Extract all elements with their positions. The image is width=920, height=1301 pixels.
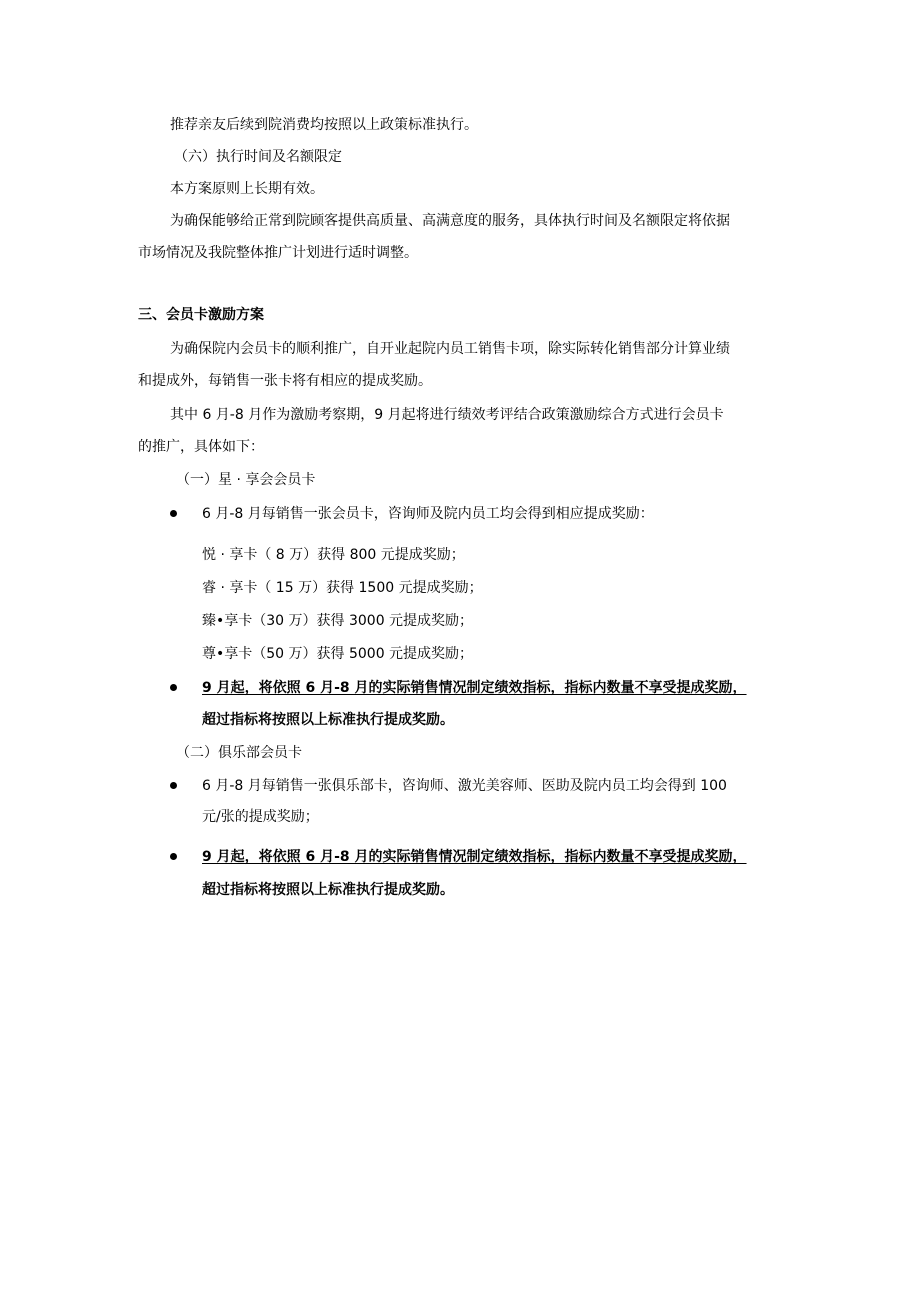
section-3-heading: 三、会员卡激励方案 <box>138 307 264 323</box>
bullet-icon <box>170 782 177 789</box>
policy-note: 推荐亲友后续到院消费均按照以上政策标准执行。 <box>170 117 478 133</box>
validity-text: 本方案原则上长期有效。 <box>170 181 324 197</box>
bullet-icon <box>170 853 177 860</box>
card-reward-zun: 尊•享卡（50 万）获得 5000 元提成奖励； <box>202 646 474 662</box>
card-reward-zhen: 臻•享卡（30 万）获得 3000 元提成奖励； <box>202 613 474 629</box>
adjustment-paragraph-line-2: 市场情况及我院整体推广计划进行适时调整。 <box>138 245 418 261</box>
bullet-icon <box>170 684 177 691</box>
period-paragraph-line-1: 其中 6 月-8 月作为激励考察期，9 月起将进行绩效考评结合政策激励综合方式进行会员卡 <box>170 407 724 423</box>
club-card-bullet-1-line-1: 6 月-8 月每销售一张俱乐部卡，咨询师、激光美容师、医助及院内员工均会得到 100 <box>202 778 727 794</box>
club-card-bullet-2-line-1: 9 月起，将依照 6 月-8 月的实际销售情况制定绩效指标，指标内数量不享受提成奖励， <box>202 849 747 865</box>
subsection-1-heading: （一）星 · 享会会员卡 <box>176 472 316 488</box>
subsection-2-heading: （二）俱乐部会员卡 <box>176 745 302 761</box>
adjustment-paragraph-line-1: 为确保能够给正常到院顾客提供高质量、高满意度的服务，具体执行时间及名额限定将依据 <box>170 213 730 229</box>
star-card-bullet-2-line-1: 9 月起，将依照 6 月-8 月的实际销售情况制定绩效指标，指标内数量不享受提成奖励， <box>202 680 747 696</box>
bullet-icon <box>170 510 177 517</box>
subsection-6-heading: （六）执行时间及名额限定 <box>174 149 342 165</box>
club-card-bullet-2-line-2: 超过指标将按照以上标准执行提成奖励。 <box>202 882 454 898</box>
club-card-bullet-1-line-2: 元/张的提成奖励； <box>202 809 319 825</box>
card-reward-yue: 悦 · 享卡（ 8 万）获得 800 元提成奖励； <box>202 547 465 563</box>
star-card-bullet-2-line-2: 超过指标将按照以上标准执行提成奖励。 <box>202 712 454 728</box>
intro-paragraph-line-2: 和提成外，每销售一张卡将有相应的提成奖励。 <box>138 373 432 389</box>
card-reward-rui: 睿 · 享卡（ 15 万）获得 1500 元提成奖励； <box>202 580 483 596</box>
star-card-bullet-1: 6 月-8 月每销售一张会员卡，咨询师及院内员工均会得到相应提成奖励： <box>202 506 654 522</box>
period-paragraph-line-2: 的推广，具体如下： <box>138 439 264 455</box>
intro-paragraph-line-1: 为确保院内会员卡的顺利推广，自开业起院内员工销售卡项，除实际转化销售部分计算业绩 <box>170 341 730 357</box>
